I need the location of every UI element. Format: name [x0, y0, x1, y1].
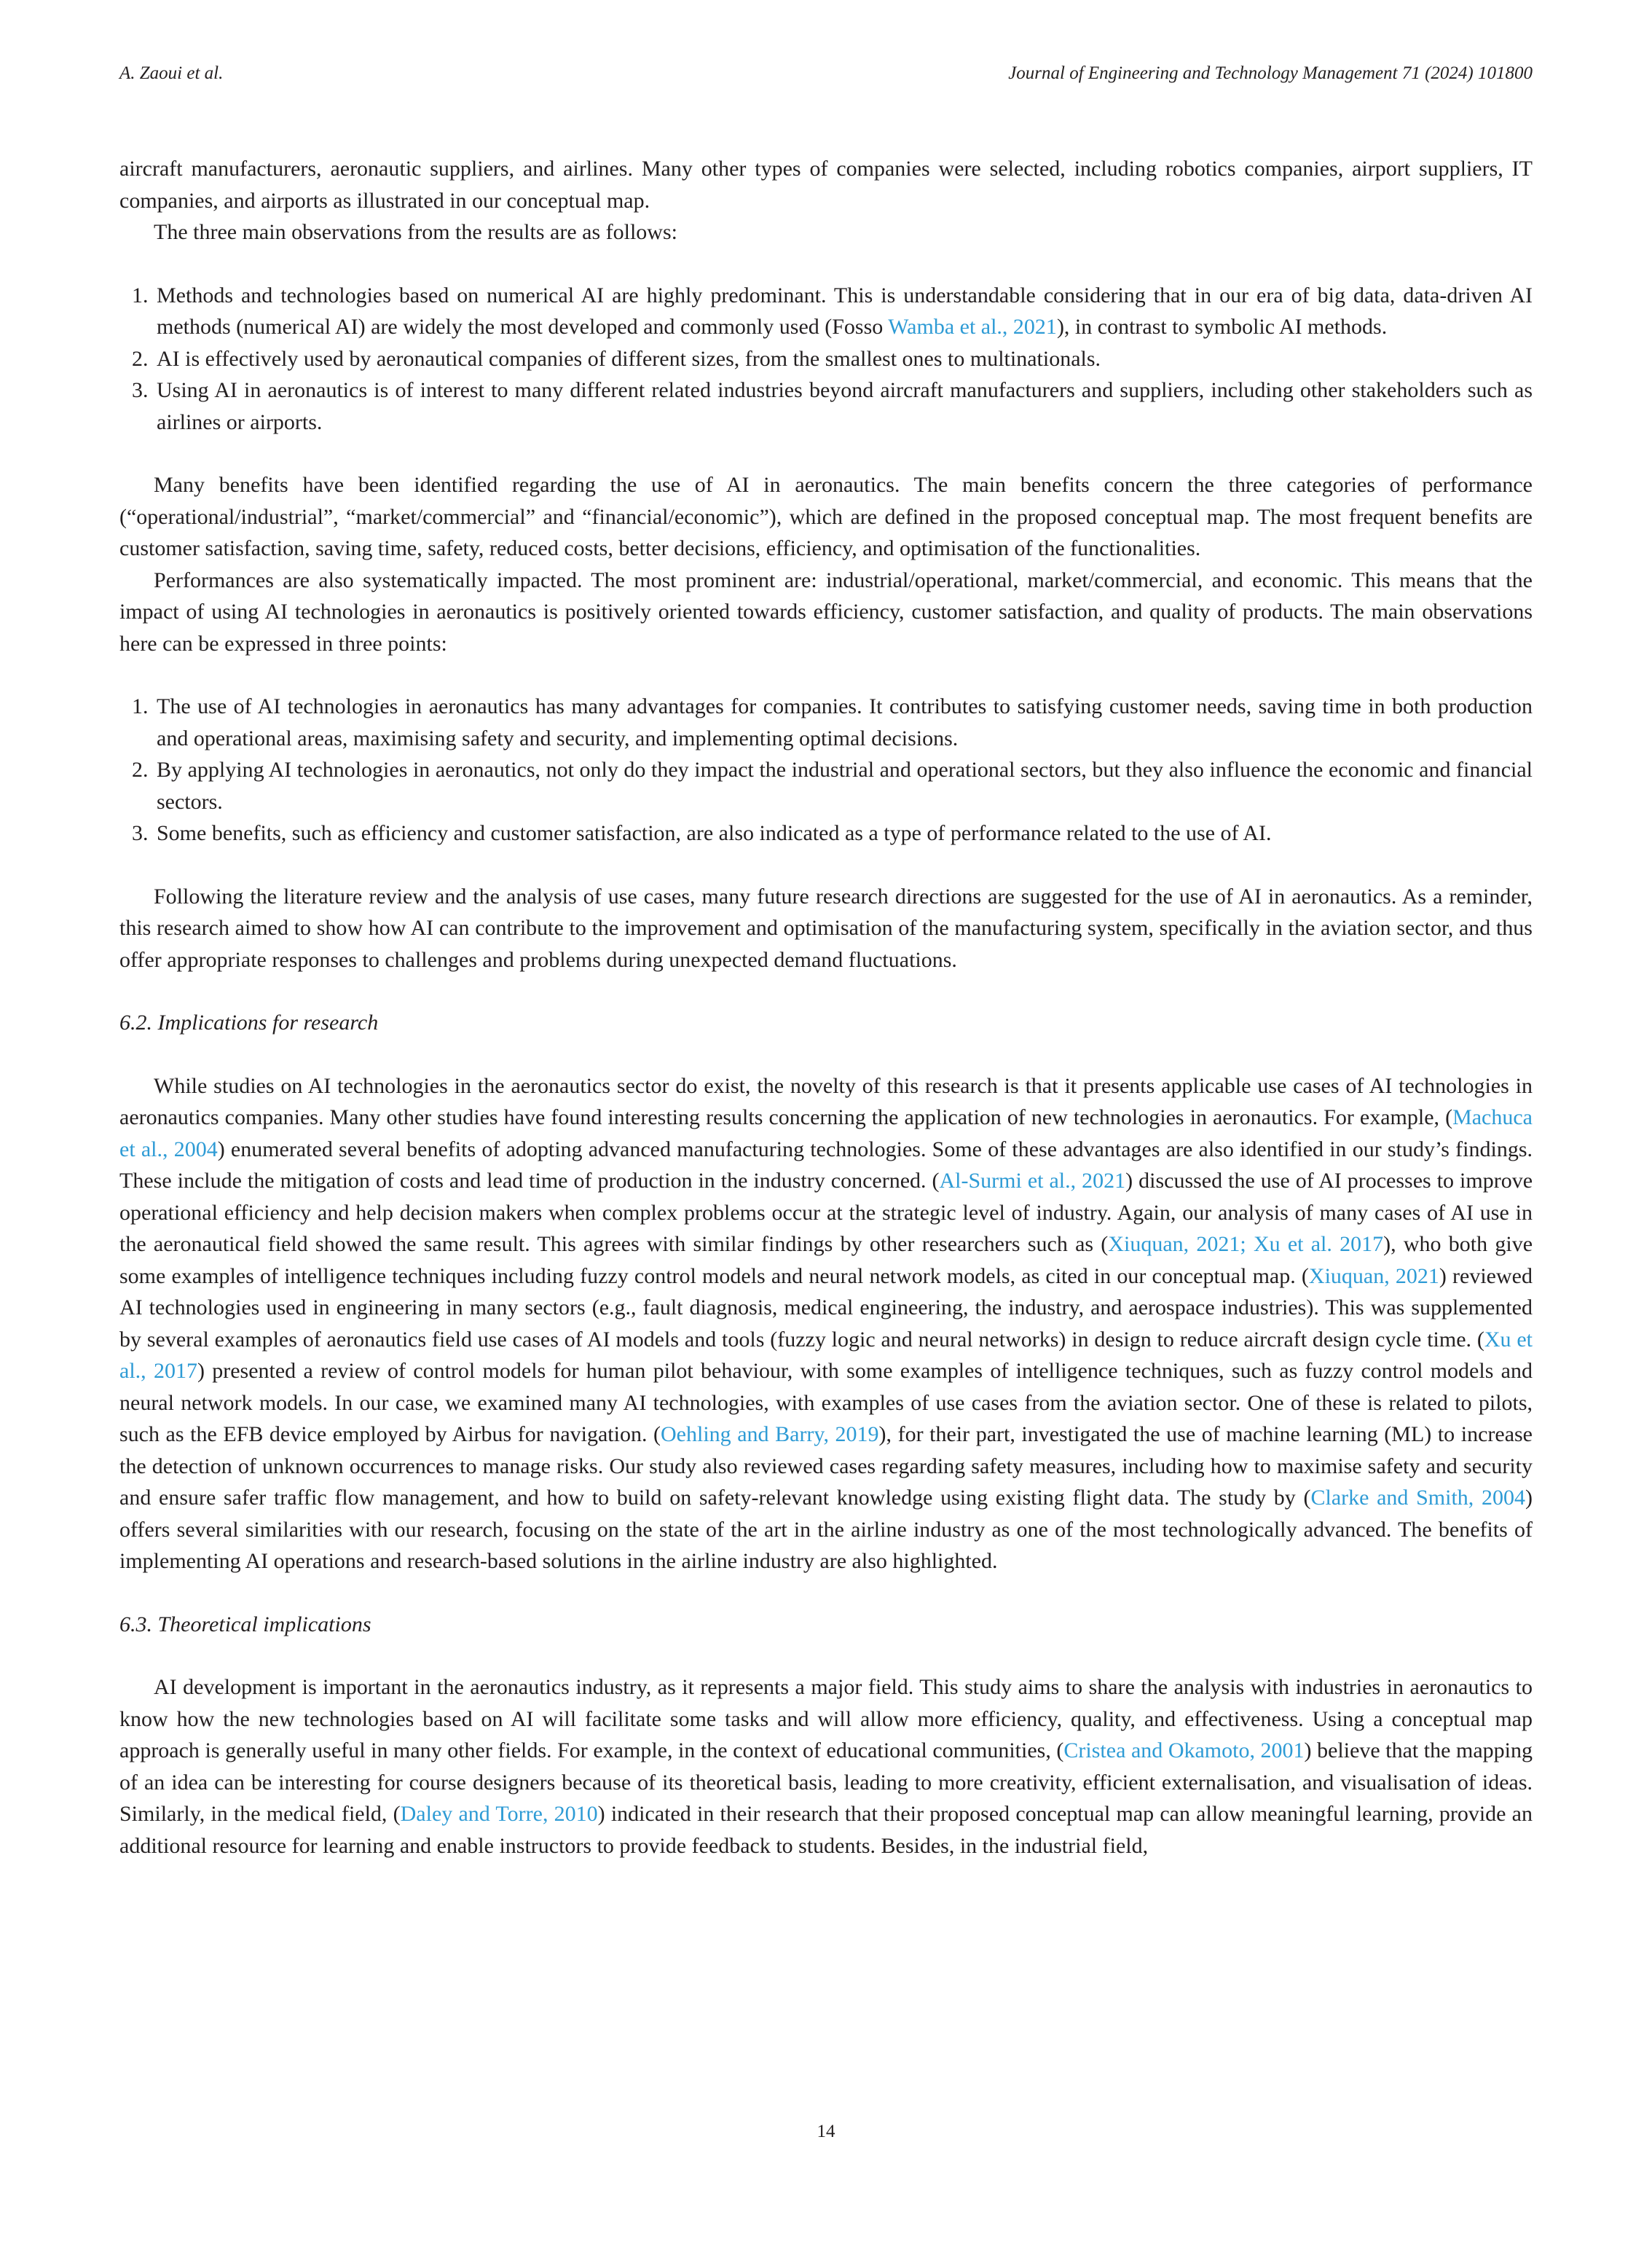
paragraph-implications-research: While studies on AI technologies in the aeronautics sector do exist, the novelty of this research is that it presents applicable use cases of AI technologies in aeronautics companies. Many other studies have found interesting results concerning the application of new technologies in aeronautics. For example, (Machuca et al., 2004) enumerated several benefits of adopting advanced manufacturing technologies. Some of these advantages are also identified in our study’s findings. These include the mitigation of costs and lead time of production in the industry concerned. (Al-Surmi et al., 2021) discussed the use of AI processes to improve operational efficiency and help decision makers when complex problems occur at the strategic level of industry. Again, our analysis of many cases of AI use in the aeronautical field showed the same result. This agrees with similar findings by other researchers such as (Xiuquan, 2021; Xu et al. 2017), who both give some examples of intelligence techniques including fuzzy control models and neural network models, as cited in our conceptual map. (Xiuquan, 2021) reviewed AI technologies used in engineering in many sectors (e.g., fault diagnosis, medical engineering, the industry, and aerospace industries). This was supplemented by several examples of aeronautics field use cases of AI models and tools (fuzzy logic and neural networks) in design to reduce aircraft design cycle time. (Xu et al., 2017) presented a review of control models for human pilot behaviour, with some examples of intelligence techniques, such as fuzzy control models and neural network models. In our case, we examined many AI technologies, with examples of use cases from the aviation sector. One of these is related to pilots, such as the EFB device employed by Airbus for navigation. (Oehling and Barry, 2019), for their part, investigated the use of machine learning (ML) to increase the detection of unknown occurrences to manage risks. Our study also reviewed cases regarding safety measures, including how to maximise safety and security and ensure safer traffic flow management, and how to build on safety-relevant knowledge using existing flight data. The study by (Clarke and Smith, 2004) offers several similarities with our research, focusing on the state of the art in the airline industry as one of the most technologically advanced. The benefits of implementing AI operations and research-based solutions in the airline industry are also highlighted.	[119, 1073, 1533, 1573]
citation-link[interactable]: Machuca et al., 2004	[119, 1105, 1533, 1161]
citation-link[interactable]: Al-Surmi et al., 2021	[939, 1169, 1126, 1193]
list-item: 1. Methods and technologies based on numerical AI are highly predominant. This is understandable considering that in our era of big data, data-driven AI methods (numerical AI) are widely the most developed and commonly used (Fosso Wamba et al., 2021), in contrast to symbolic AI methods.	[154, 280, 1533, 343]
list-item: 2. By applying AI technologies in aeronautics, not only do they impact the industrial and operational sectors, but they also influence the economic and financial sectors.	[154, 754, 1533, 817]
section-heading-6-3: 6.3. Theoretical implications	[119, 1612, 371, 1636]
observations-list	[119, 280, 1533, 439]
citation-link[interactable]: Oehling and Barry, 2019	[661, 1422, 879, 1446]
header-authors: A. Zaoui et al.	[119, 63, 224, 83]
list-item: 3. Using AI in aeronautics is of interest to many different related industries beyond aircraft manufacturers and suppliers, including other stakeholders such as airlines or airports.	[154, 374, 1533, 438]
citation-link[interactable]: Clarke and Smith, 2004	[1310, 1486, 1525, 1510]
paragraph-theoretical-implications: AI development is important in the aeronautics industry, as it represents a major field. This study aims to share the analysis with industries in aeronautics to know how the new technologies based on AI will facilitate some tasks and will allow more efficiency, quality, and effectiveness. Using a conceptual map approach is generally useful in many other fields. For example, in the context of educational communities, (Cristea and Okamoto, 2001) believe that the mapping of an idea can be interesting for course designers because of its theoretical basis, leading to more creativity, efficient externalisation, and visualisation of ideas. Similarly, in the medical field, (Daley and Torre, 2010) indicated in their research that their proposed conceptual map can allow meaningful learning, provide an additional resource for learning and enable instructors to provide feedback to students. Besides, in the industrial field,	[119, 1675, 1533, 1858]
paragraph-performances: Performances are also systematically impacted. The most prominent are: industrial/operational, market/commercial, and economic. This means that the impact of using AI technologies in aeronautics is positively oriented towards efficiency, customer satisfaction, and quality of products. The main observations here can be expressed in three points:	[119, 568, 1533, 656]
list-item: 3. Some benefits, such as efficiency and customer satisfaction, are also indicated as a type of performance related to the use of AI.	[154, 817, 1533, 850]
section-heading-6-2: 6.2. Implications for research	[119, 1011, 379, 1035]
list-item: 2. AI is effectively used by aeronautical companies of different sizes, from the smallest ones to multinationals.	[154, 343, 1533, 375]
paragraph-observations-intro: The three main observations from the results are as follows:	[154, 220, 677, 244]
paragraph-following: Following the literature review and the analysis of use cases, many future research directions are suggested for the use of AI in aeronautics. As a reminder, this research aimed to show how AI can contribute to the improvement and optimisation of the manufacturing system, specifically in the aviation sector, and thus offer appropriate responses to challenges and problems during unexpected demand fluctuations.	[119, 884, 1533, 972]
page-number: 14	[817, 2122, 835, 2141]
article-body	[119, 153, 1533, 1862]
header-journal: Journal of Engineering and Technology Management 71 (2024) 101800	[1008, 63, 1533, 83]
list-item: 1. The use of AI technologies in aeronautics has many advantages for companies. It contributes to satisfying customer needs, saving time in both production and operational areas, maximising safety and security, and implementing optimal decisions.	[154, 691, 1533, 754]
citation-link[interactable]: Daley and Torre, 2010	[400, 1802, 598, 1826]
citation-link[interactable]: Xiuquan, 2021; Xu et al. 2017	[1108, 1232, 1384, 1256]
citation-link[interactable]: Cristea and Okamoto, 2001	[1063, 1738, 1305, 1762]
citation-link[interactable]: Xu et al., 2017	[119, 1327, 1533, 1383]
citation-link[interactable]: Wamba et al., 2021	[888, 315, 1057, 339]
points-list	[119, 691, 1533, 850]
citation-link[interactable]: Xiuquan, 2021	[1308, 1263, 1439, 1288]
paragraph-benefits: Many benefits have been identified regarding the use of AI in aeronautics. The main benefits concern the three categories of performance (“operational/industrial”, “market/commercial” and “financial/economic”), which are defined in the proposed conceptual map. The most frequent benefits are customer satisfaction, saving time, safety, reduced costs, better decisions, efficiency, and optimisation of the functionalities.	[119, 473, 1533, 560]
paragraph-intro: aircraft manufacturers, aeronautic suppliers, and airlines. Many other types of companies were selected, including robotics companies, airport suppliers, IT companies, and airports as illustrated in our conceptual map.	[119, 157, 1533, 213]
